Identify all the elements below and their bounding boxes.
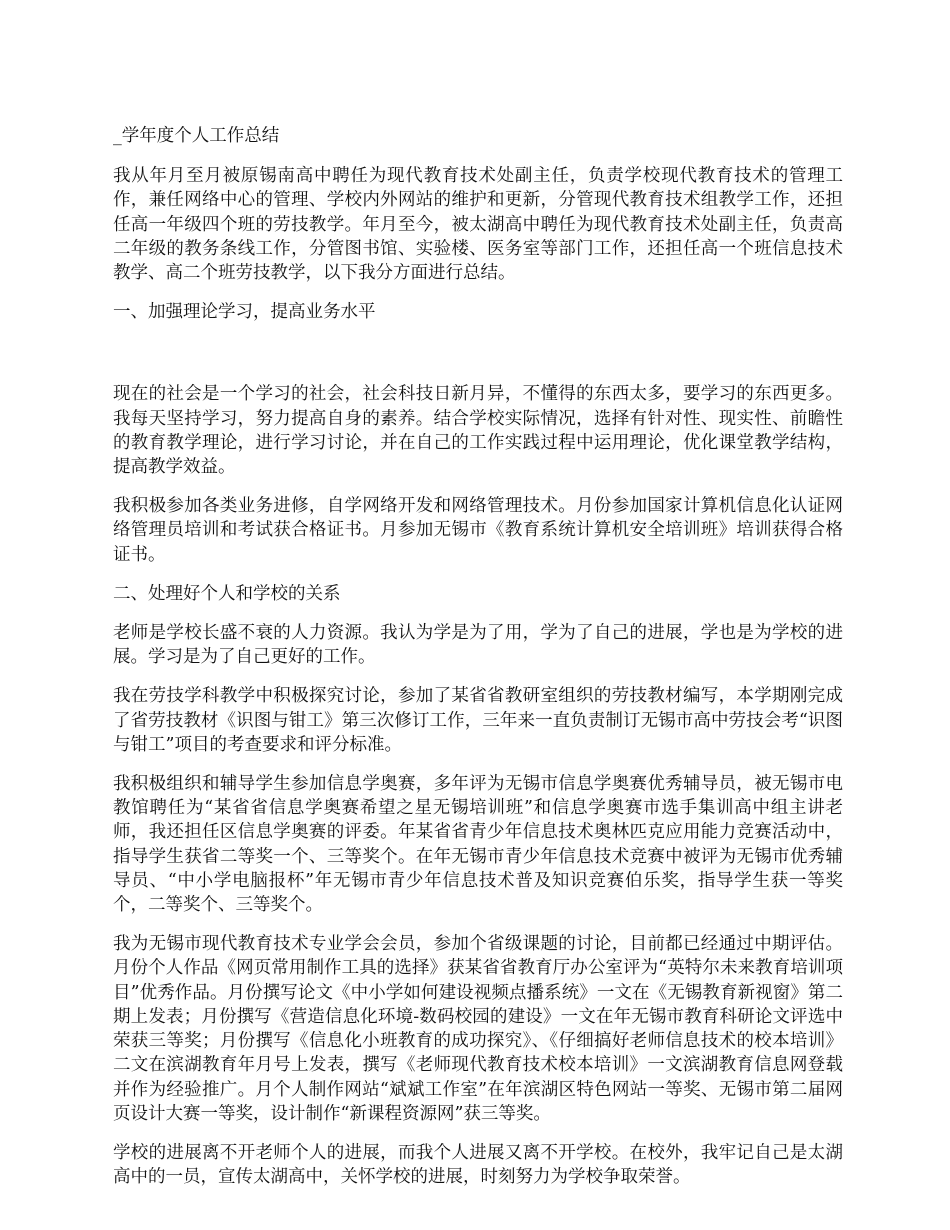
body-paragraph: 学校的进展离不开老师个人的进展，而我个人进展又离不开学校。在校外，我牢记自己是太湖高中的一员，宣传太湖高中，关怀学校的进展，时刻努力为学校争取荣誉。 [113, 1142, 843, 1188]
body-paragraph: 我积极参加各类业务进修，自学网络开发和网络管理技术。月份参加国家计算机信息化认证网络管理员培训和考试获合格证书。月参加无锡市《教育系统计算机安全培训班》培训获得合格证书。 [113, 496, 843, 565]
intro-paragraph: 我从年月至月被原锡南高中聘任为现代教育技术处副主任，负责学校现代教育技术的管理工作，兼任网络中心的管理、学校内外网站的维护和更新，分管现代教育技术组教学工作，还担任高一年级四个班的劳技教学。年月至今，被太湖高中聘任为现代教育技术处副主任，负责高二年级的教务条线工作，分管图书馆、实验楼、医务室等部门工作，还担任高一个班信息技术教学、高二个班劳技教学，以下我分方面进行总结。 [113, 166, 843, 284]
body-paragraph: 我积极组织和辅导学生参加信息学奥赛，多年评为无锡市信息学奥赛优秀辅导员，被无锡市电教馆聘任为“某省省信息学奥赛希望之星无锡培训班”和信息学奥赛市选手集训高中组主讲老师，我还担任区信息学奥赛的评委。年某省省青少年信息技术奥林匹克应用能力竞赛活动中，指导学生获省二等奖一个、三等奖个。在年无锡市青少年信息技术竞赛中被评为无锡市优秀辅导员、“中小学电脑报杯”年无锡市青少年信息技术普及知识竞赛伯乐奖，指导学生获一等奖个，二等奖个、三等奖个。 [113, 774, 843, 916]
body-paragraph: 老师是学校长盛不衰的人力资源。我认为学是为了用，学为了自己的进展，学也是为学校的进展。学习是为了自己更好的工作。 [113, 623, 843, 668]
section-heading-2: 二、处理好个人和学校的关系 [113, 583, 341, 604]
body-paragraph: 我在劳技学科教学中积极探究讨论，参加了某省省教研室组织的劳技教材编写，本学期刚完成了省劳技教材《识图与钳工》第三次修订工作，三年来一直负责制订无锡市高中劳技会考“识图与钳工”项目的考查要求和评分标准。 [113, 686, 843, 755]
document-title: _学年度个人工作总结 [113, 126, 280, 146]
body-paragraph: 现在的社会是一个学习的社会，社会科技日新月异，不懂得的东西太多，要学习的东西更多。我每天坚持学习，努力提高自身的素养。结合学校实际情况，选择有针对性、现实性、前瞻性的教育教学理论，进行学习讨论，并在自己的工作实践过程中运用理论，优化课堂教学结构，提高教学效益。 [113, 384, 843, 478]
section-heading-1: 一、加强理论学习，提高业务水平 [113, 302, 376, 323]
document-page [113, 124, 843, 1204]
blank-space [113, 339, 843, 382]
body-paragraph: 我为无锡市现代教育技术专业学会会员，参加个省级课题的讨论，目前都已经通过中期评估。月份个人作品《网页常用制作工具的选择》获某省省教育厅办公室评为“英特尔未来教育培训项目”优秀作品。月份撰写论文《中小学如何建设视频点播系统》一文在《无锡教育新视窗》第二期上发表；月份撰写《营造信息化环境-数码校园的建设》一文在年无锡市教育科研论文评选中荣获三等奖；月份撰写《信息化小班教育的成功探究》、《仔细搞好老师信息技术的校本培训》二文在滨湖教育年月号上发表，撰写《老师现代教育技术校本培训》一文滨湖教育信息网登载并作为经验推广。月个人制作网站“斌斌工作室”在年滨湖区特色网站一等奖、无锡市第二届网页设计大赛一等奖，设计制作“新课程资源网”获三等奖。 [113, 934, 843, 1124]
